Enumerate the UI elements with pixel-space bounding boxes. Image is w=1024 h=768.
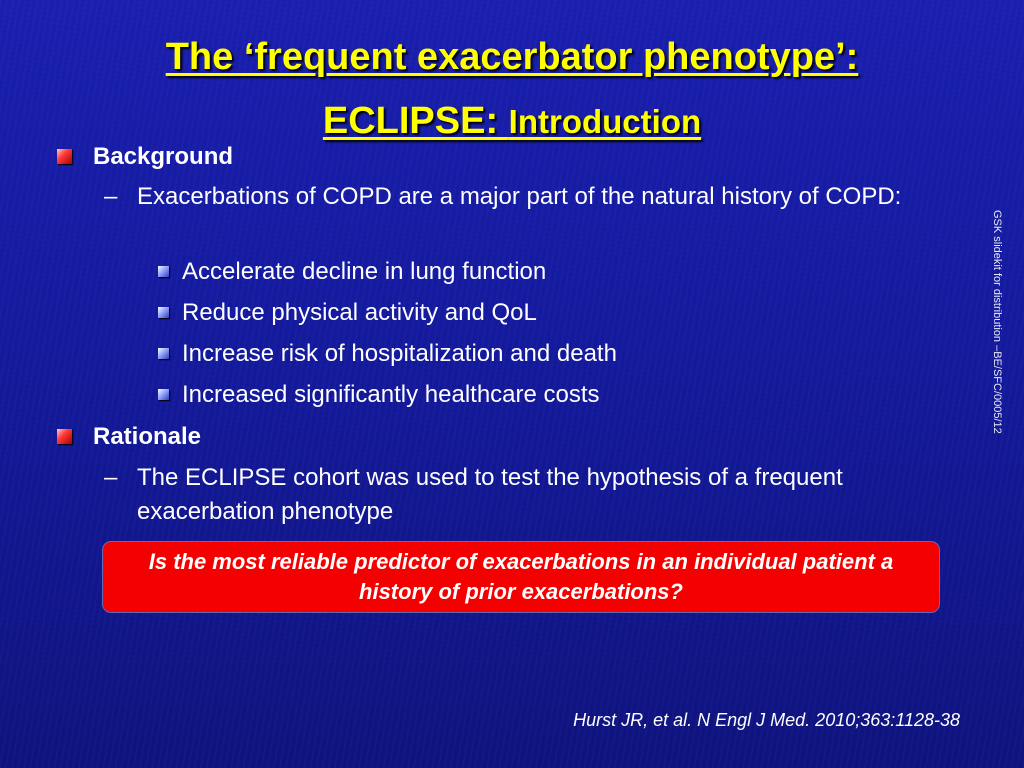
blue-square-bullet-icon [158,389,169,400]
red-square-bullet-icon [57,429,72,444]
rationale-subitem: The ECLIPSE cohort was used to test the hypothesis of a frequent exacerbation phenotype [137,464,843,525]
blue-square-bullet-icon [158,266,169,277]
callout-box [103,542,939,612]
bullet-healthcare-costs: Increased significantly healthcare costs [182,381,600,408]
background-subitem: Exacerbations of COPD are a major part of the natural history of COPD: [137,183,902,210]
reference-citation: Hurst JR, et al. N Engl J Med. 2010;363:1128-38 [573,710,960,730]
bullet-decline-lung-function: Accelerate decline in lung function [182,258,547,285]
vertical-sidenote: GSK slidekit for distribution –BE/SFC/0005/12 [991,210,1003,434]
title-introduction: Introduction [508,103,702,140]
blue-square-bullet-icon [158,307,169,318]
blue-square-bullet-icon [158,348,169,359]
section-heading-rationale: Rationale [93,423,202,450]
bullet-hospitalization: Increase risk of hospitalization and death [182,340,617,367]
slide-title-line-1: The ‘frequent exacerbator phenotype’: [165,36,859,78]
title-eclipse: ECLIPSE: [322,100,509,142]
section-heading-background: Background [93,143,234,170]
dash-bullet: – [104,183,118,210]
slide-title-line-2 [40,100,984,143]
dash-bullet: – [104,464,118,491]
red-square-bullet-icon [57,149,72,164]
callout-question: Is the most reliable predictor of exacerbations in an individual patient a history of prior exacerbations? [148,549,894,604]
bullet-physical-activity: Reduce physical activity and QoL [182,299,537,326]
